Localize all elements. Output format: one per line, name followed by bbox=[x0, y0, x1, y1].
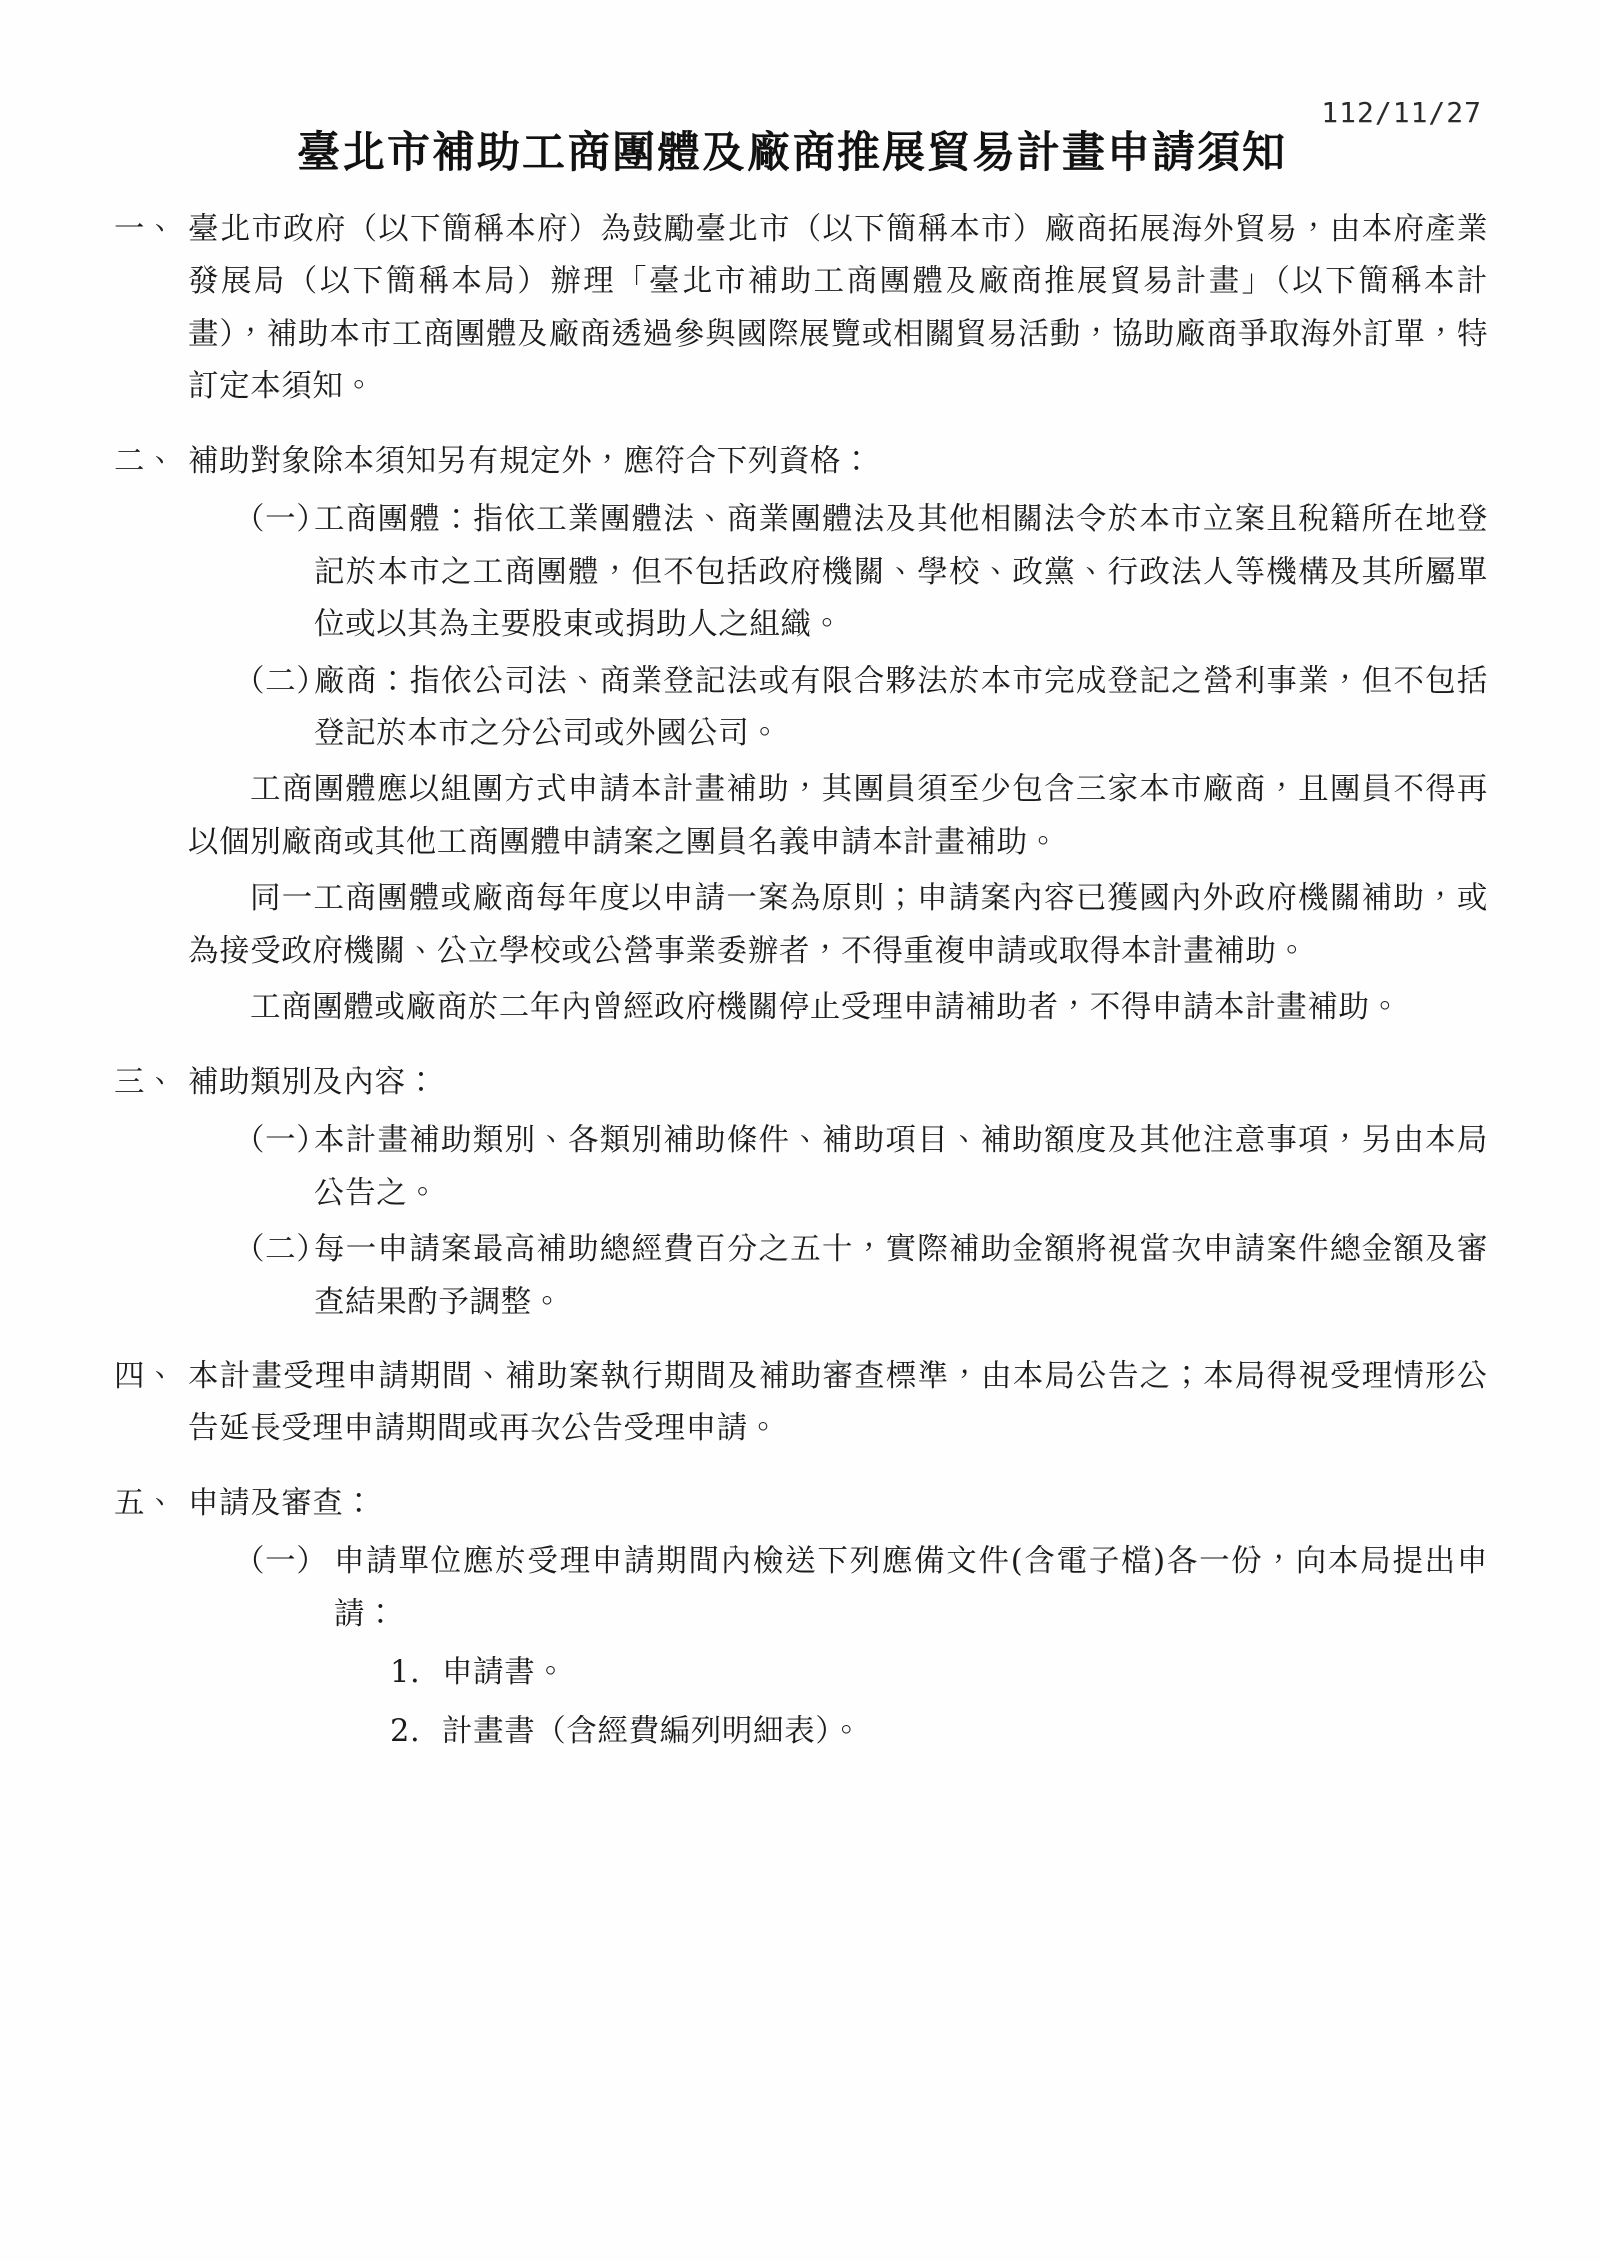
clause-2-paragraph-2: 同一工商團體或廠商每年度以申請一案為原則；申請案內容已獲國內外政府機關補助，或為接受政府機關、公立學校或公營事業委辦者，不得重複申請或取得本計畫補助。 bbox=[188, 881, 1488, 969]
clause-marker: 一、 bbox=[114, 211, 177, 247]
clause-text: 補助對象除本須知另有規定外，應符合下列資格： bbox=[188, 443, 873, 479]
clause-body bbox=[188, 436, 1488, 1035]
subclause-3-1 bbox=[188, 1115, 1488, 1220]
subclause-text: 工商團體：指依工業團體法、商業團體法及其他相關法令於本市立案且稅籍所在地登記於本市之工商團體，但不包括政府機關、學校、政黨、行政法人等機構及其所屬單位或以其為主要股東或捐助人之組織。 bbox=[314, 502, 1488, 643]
subclause-3-2 bbox=[188, 1224, 1488, 1329]
subclause-text: 本計畫補助類別、各類別補助條件、補助項目、補助額度及其他注意事項，另由本局公告之。 bbox=[314, 1123, 1488, 1211]
document-body bbox=[96, 204, 1488, 1758]
subclause-marker: （一） bbox=[234, 1544, 328, 1580]
subclause-marker: （一） bbox=[234, 1123, 328, 1159]
clause-1 bbox=[96, 204, 1488, 414]
subclause-text: 每一申請案最高補助總經費百分之五十，實際補助金額將視當次申請案件總金額及審查結果酌予調整。 bbox=[314, 1232, 1488, 1320]
subclause-list bbox=[188, 1536, 1488, 1758]
list-item bbox=[390, 1706, 1488, 1758]
clause-2-paragraph-3: 工商團體或廠商於二年內曾經政府機關停止受理申請補助者，不得申請本計畫補助。 bbox=[250, 990, 1401, 1026]
clause-text: 臺北市政府（以下簡稱本府）為鼓勵臺北市（以下簡稱本市）廠商拓展海外貿易，由本府產業發展局（以下簡稱本局）辦理「臺北市補助工商團體及廠商推展貿易計畫」（以下簡稱本計畫），補助本市工商團體及廠商透過參與國際展覽或相關貿易活動，協助廠商爭取海外訂單，特訂定本須知。 bbox=[188, 211, 1488, 405]
clause-text: 本計畫受理申請期間、補助案執行期間及補助審查標準，由本局公告之；本局得視受理情形公告延長受理申請期間或再次公告受理申請。 bbox=[188, 1358, 1488, 1447]
clause-3 bbox=[96, 1057, 1488, 1329]
subclause-marker: （一） bbox=[234, 502, 328, 538]
clause-text: 補助類別及內容： bbox=[188, 1064, 437, 1100]
list-item bbox=[390, 1647, 1488, 1699]
subclause-marker: （二） bbox=[234, 1232, 328, 1268]
clause-marker: 三、 bbox=[114, 1064, 177, 1100]
clause-body bbox=[188, 1478, 1488, 1758]
subclause-body bbox=[334, 1536, 1488, 1758]
clause-marker: 四、 bbox=[114, 1358, 177, 1394]
subclause-list bbox=[188, 494, 1488, 760]
clause-2-paragraph-1: 工商團體應以組團方式申請本計畫補助，其團員須至少包含三家本市廠商，且團員不得再以個別廠商或其他工商團體申請案之團員名義申請本計畫補助。 bbox=[188, 772, 1488, 860]
item-text: 申請書。 bbox=[442, 1655, 567, 1691]
clause-4 bbox=[96, 1351, 1488, 1456]
subclause-text: 廠商：指依公司法、商業登記法或有限合夥法於本市完成登記之營利事業，但不包括登記於本市之分公司或外國公司。 bbox=[314, 663, 1488, 751]
subclause-list bbox=[188, 1115, 1488, 1329]
subclause-5-1 bbox=[188, 1536, 1488, 1758]
clause-body bbox=[188, 1057, 1488, 1329]
subclause-2-1 bbox=[188, 494, 1488, 651]
subclause-2-2 bbox=[188, 656, 1488, 761]
clause-2 bbox=[96, 436, 1488, 1035]
item-list bbox=[334, 1647, 1488, 1758]
clause-marker: 二、 bbox=[114, 443, 177, 479]
subclause-marker: （二） bbox=[234, 663, 328, 699]
date-stamp: 112/11/27 bbox=[1321, 96, 1482, 129]
subclause-text: 申請單位應於受理申請期間內檢送下列應備文件(含電子檔)各一份，向本局提出申請： bbox=[334, 1544, 1488, 1632]
item-marker: 1. bbox=[390, 1655, 421, 1691]
item-marker: 2. bbox=[390, 1713, 421, 1749]
item-text: 計畫書（含經費編列明細表）。 bbox=[442, 1713, 863, 1749]
clause-5 bbox=[96, 1478, 1488, 1758]
clause-marker: 五、 bbox=[114, 1485, 177, 1521]
clause-text: 申請及審查： bbox=[188, 1485, 375, 1521]
page-title: 臺北市補助工商團體及廠商推展貿易計畫申請須知 bbox=[297, 128, 1287, 178]
